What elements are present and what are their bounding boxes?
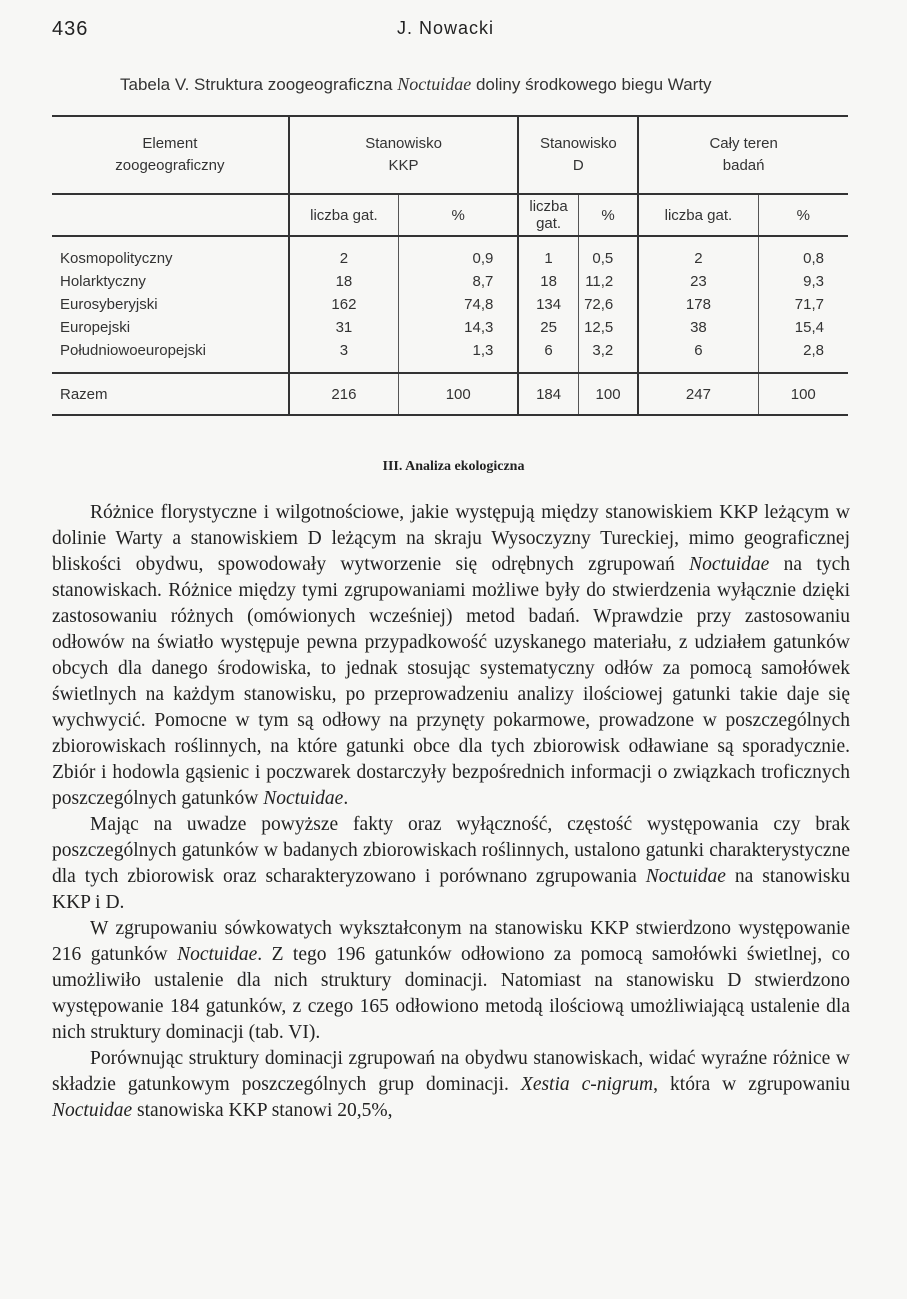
cell-value: 18 <box>289 270 399 293</box>
header-element-line2: zoogeograficzny <box>115 157 225 174</box>
taxon-name: Noctuidae <box>52 1100 133 1121</box>
cell-value: 1 <box>518 236 578 270</box>
cell-value: 12,5 <box>578 316 638 339</box>
taxon-name: Noctuidae <box>263 788 344 809</box>
subheader-cell: liczba gat. <box>638 194 758 236</box>
header-d <box>518 116 638 194</box>
section-heading: III. Analiza ekologiczna <box>382 459 525 474</box>
text-run: na tych stanowiskach. Różnice między tymi zgrupowaniami możliwe były do stwierdzenia wyłącznie dzięki zastosowaniu różnych (omówionych wcześniej) metod badań. Wprawdzie przy zastosowaniu odłowów na światło występuje pewna przypadkowość uzyskanego materiału, z udziałem gatunków obcych dla danego środowiska, to jednak stosując systematyczny odłów za pomocą samołówek świetlnych na każdym stanowisku, po przeprowadzeniu analizy ilościowej gatunki takie daje się wychwycić. Pomocne w tym są odłowy na przynęty pokarmowe, prowadzone w poszczególnych zbiorowiskach roślinnych, na które gatunki obce dla tych zbiorowisk odławiane są sporadycznie. Zbiór i hodowla gąsienic i poczwarek dostarczyły bezpośrednich informacji o związkach troficznych poszczególnych gatunków <box>52 554 850 809</box>
text-run: , która w zgrupowaniu <box>653 1074 851 1095</box>
text-run: stanowiska KKP stanowi 20,5%, <box>132 1100 393 1121</box>
taxon-name: Noctuidae <box>645 866 726 887</box>
table-total-row <box>52 373 848 415</box>
header-kkp-line2: KKP <box>388 157 419 174</box>
taxon-name: Noctuidae <box>689 554 770 575</box>
taxon-name: Xestia c-nigrum <box>520 1074 654 1095</box>
text-run: Mając na uwadze powyższe fakty oraz wyłączność, częstość występowania czy brak poszczególnych gatunków w badanych zbiorowiskach roślinnych, ustalono gatunki charakterystyczne dla tych zbiorowisk oraz scharakteryzowano i porównano zgrupowania <box>52 814 850 887</box>
paragraph <box>52 1046 850 1124</box>
zoogeography-table <box>52 115 848 416</box>
header-kkp <box>289 116 519 194</box>
cell-value: 1,3 <box>399 339 519 373</box>
running-author: J. Nowacki <box>397 18 495 38</box>
cell-value: 134 <box>518 293 578 316</box>
total-value: 184 <box>518 373 578 415</box>
subheader-cell: % <box>758 194 848 236</box>
row-label: Europejski <box>60 319 131 336</box>
cell-value: 8,7 <box>399 270 519 293</box>
header-d-line2: D <box>572 157 584 174</box>
cell-value: 38 <box>638 316 758 339</box>
table-row <box>52 270 848 293</box>
page-header <box>52 18 852 46</box>
cell-value: 178 <box>638 293 758 316</box>
text-run: na stanowisku KKP i D. <box>52 866 851 913</box>
cell-value: 23 <box>638 270 758 293</box>
text-run: Różnice florystyczne i wilgotnościowe, jakie występują między stanowiskiem KKP leżącym w dolinie Warty a stanowiskiem D leżącym na skraju Wysoczyzny Tureckiej, mimo geograficznej bliskości obydwu, spowodowały wytworzenie się odrębnych zgrupowań <box>52 502 850 575</box>
cell-value: 11,2 <box>578 270 638 293</box>
row-label: Holarktyczny <box>60 273 146 290</box>
cell-value: 162 <box>289 293 399 316</box>
cell-value: 71,7 <box>758 293 848 316</box>
header-all-line2: badań <box>722 157 765 174</box>
total-value: 100 <box>578 373 638 415</box>
cell-value: 6 <box>638 339 758 373</box>
total-value: 247 <box>638 373 758 415</box>
cell-value: 2 <box>289 236 399 270</box>
subheader-cell: liczba gat. <box>289 194 399 236</box>
table-row <box>52 339 848 373</box>
table-row <box>52 293 848 316</box>
header-kkp-line1: Stanowisko <box>365 135 442 152</box>
text-run: . Z tego 196 gatunków odłowiono za pomocą samołówki świetlnej, co umożliwiło ustalenie dla nich struktury dominacji. Natomiast na stanowisku D stwierdzono występowanie 184 gatunków, z czego 165 odłowiono metodą ilościową umożliwiającą ustalenie dla nich struktury dominacji (tab. VI). <box>52 944 851 1043</box>
subheader-cell: % <box>578 194 638 236</box>
paragraph <box>52 500 850 812</box>
cell-value: 25 <box>518 316 578 339</box>
subheader-cell: liczba gat. <box>518 194 578 236</box>
caption-prefix: Tabela V. Struktura zoogeograficzna <box>120 75 398 94</box>
taxon-name: Noctuidae <box>177 944 258 965</box>
total-value: 100 <box>758 373 848 415</box>
header-all-line1: Cały teren <box>709 135 778 152</box>
text-run: Porównując struktury dominacji zgrupowań na obydwu stanowiskach, widać wyraźne różnice w składzie gatunkowym poszczególnych grup dominacji. <box>52 1048 850 1095</box>
body-text <box>52 500 850 1124</box>
cell-value: 9,3 <box>758 270 848 293</box>
cell-value: 3,2 <box>578 339 638 373</box>
header-d-line1: Stanowisko <box>539 135 617 152</box>
subheader-blank <box>52 194 289 236</box>
cell-value: 74,8 <box>399 293 519 316</box>
table-header-row <box>52 116 848 194</box>
table-row <box>52 236 848 270</box>
cell-value: 14,3 <box>399 316 519 339</box>
row-label: Południowoeuropejski <box>60 342 206 359</box>
cell-value: 0,9 <box>399 236 519 270</box>
cell-value: 15,4 <box>758 316 848 339</box>
total-value: 100 <box>399 373 519 415</box>
cell-value: 0,8 <box>758 236 848 270</box>
cell-value: 72,6 <box>578 293 638 316</box>
cell-value: 18 <box>518 270 578 293</box>
text-run: . <box>343 788 349 809</box>
cell-value: 6 <box>518 339 578 373</box>
header-all <box>638 116 848 194</box>
total-label: Razem <box>52 373 289 415</box>
cell-value: 0,5 <box>578 236 638 270</box>
cell-value: 2,8 <box>758 339 848 373</box>
text-run: W zgrupowaniu sówkowatych wykształconym na stanowisku KKP stwierdzono występowanie 216 gatunków <box>52 918 850 965</box>
caption-suffix: doliny środkowego biegu Warty <box>471 75 712 94</box>
total-value: 216 <box>289 373 399 415</box>
paragraph <box>52 812 850 916</box>
cell-value: 3 <box>289 339 399 373</box>
caption-taxon: Noctuidae <box>397 74 472 94</box>
page-number: 436 <box>52 18 89 40</box>
table-subheader-row <box>52 194 848 236</box>
subheader-cell: % <box>399 194 519 236</box>
table-row <box>52 316 848 339</box>
table-caption <box>120 74 860 95</box>
row-label: Eurosyberyjski <box>60 296 158 313</box>
paragraph <box>52 916 850 1046</box>
cell-value: 31 <box>289 316 399 339</box>
row-label: Kosmopolityczny <box>60 250 173 267</box>
header-element-line1: Element <box>142 135 198 152</box>
header-element <box>52 116 289 194</box>
cell-value: 2 <box>638 236 758 270</box>
